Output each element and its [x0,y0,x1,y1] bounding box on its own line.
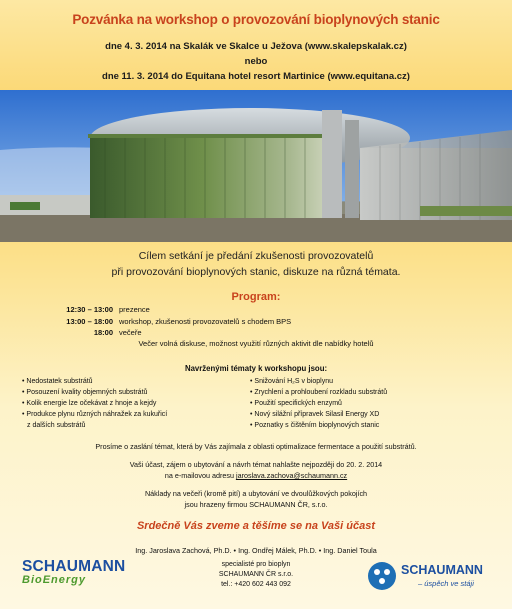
costs-line-2: jsou hrazeny firmou SCHAUMANN ČR, s.r.o. [184,500,328,509]
topics-title: Navrženými tématy k workshopu jsou: [184,364,328,373]
or-text: nebo [244,56,268,67]
email-prefix: na e-mailovou adresu [164,471,234,480]
registration-line-1: Vaši účast, zájem o ubytování a návrh témat nahlašte nejpozději do 20. 2. 2014 [129,460,383,469]
topics-left-column [22,376,167,431]
topic-item: • Snižování H₂S v bioplynu [250,378,333,385]
program-item [51,305,150,314]
schaumann-logo [368,560,498,594]
program-text: prezence [119,305,150,314]
costs-line-1: Náklady na večeři (kromě pití) a ubytování ve dvoulůžkových pokojích [144,489,368,498]
program-evening: Večer volná diskuse, možnost využití různých aktivit dle nabídky hotelů [138,339,374,348]
program-time: 18:00 [93,328,113,337]
contact-phone: tel.: +420 602 443 092 [221,581,291,588]
schaumann-circle-icon [368,562,396,590]
header [0,0,512,90]
dates-block [0,39,512,84]
topic-item: • Nedostatek substrátů [22,378,93,385]
slogan: Srdečně Vás zveme a těšíme se na Vaši účast [136,520,376,532]
logo-right-sub: – úspěch ve stáji [418,579,474,588]
goal-text [0,248,512,280]
costs-note [0,488,512,510]
topic-item: • Zrychlení a prohloubení rozkladu substrátů [250,389,388,396]
page-title: Pozvánka na workshop o provozování bioplynových stanic [72,12,440,27]
biogas-plant-photo [0,90,512,242]
contact-line-1: specialisté pro bioplyn [221,561,291,568]
registration-line-2 [0,470,512,481]
goal-line-2: při provozování bioplynových stanic, diskuze na různá témata. [111,266,401,278]
logo-left-name: SCHAUMANN [22,558,126,575]
registration-note [0,459,512,481]
contact-line-2: SCHAUMANN ČR s.r.o. [218,571,294,578]
topic-item: • Použití specifických enzymů [250,400,342,407]
topic-item: • Kolik energie lze očekávat z hnoje a kejdy [22,400,157,407]
program-item [51,328,142,337]
date-line-1: dne 4. 3. 2014 na Skalák ve Skalce u Ježova (www.skalepskalak.cz) [105,41,407,52]
date-line-2: dne 11. 3. 2014 do Equitana hotel resort Martinice (www.equitana.cz) [102,71,410,82]
program-text: workshop, zkušenosti provozovatelů s chodem BPS [119,317,292,326]
topic-item: • Nový silážní přípravek Silasil Energy XD [250,411,380,418]
request-note: Prosíme o zaslání témat, která by Vás zajímala z oblasti optimalizace fermentace a použití substrátů. [95,442,417,451]
program-text: večeře [119,328,142,337]
logo-left-sub: BioEnergy [22,574,87,586]
program-time: 13:00 – 18:00 [66,317,113,326]
topic-item: • Produkce plynu různých náhražek za kukuřicí [22,411,168,418]
email-link[interactable]: jaroslava.zachova@schaumann.cz [235,471,348,480]
logo-right-name: SCHAUMANN [401,563,483,577]
contact-people: Ing. Jaroslava Zachová, Ph.D. • Ing. Ondřej Málek, Ph.D. • Ing. Daniel Toula [135,546,377,555]
program-item [51,317,291,326]
topics-right-column [250,376,387,431]
goal-line-1: Cílem setkání je předání zkušenosti provozovatelů [138,250,374,262]
topic-item: • Poznatky s čištěním bioplynových stanic [250,422,380,429]
topic-item: z dalších substrátů [27,422,86,429]
program-time: 12:30 – 13:00 [66,305,113,314]
program-title: Program: [231,291,281,303]
details-section [0,242,512,609]
topic-item: • Posouzení kvality objemných substrátů [22,389,148,396]
schaumann-bioenergy-logo [22,558,142,594]
